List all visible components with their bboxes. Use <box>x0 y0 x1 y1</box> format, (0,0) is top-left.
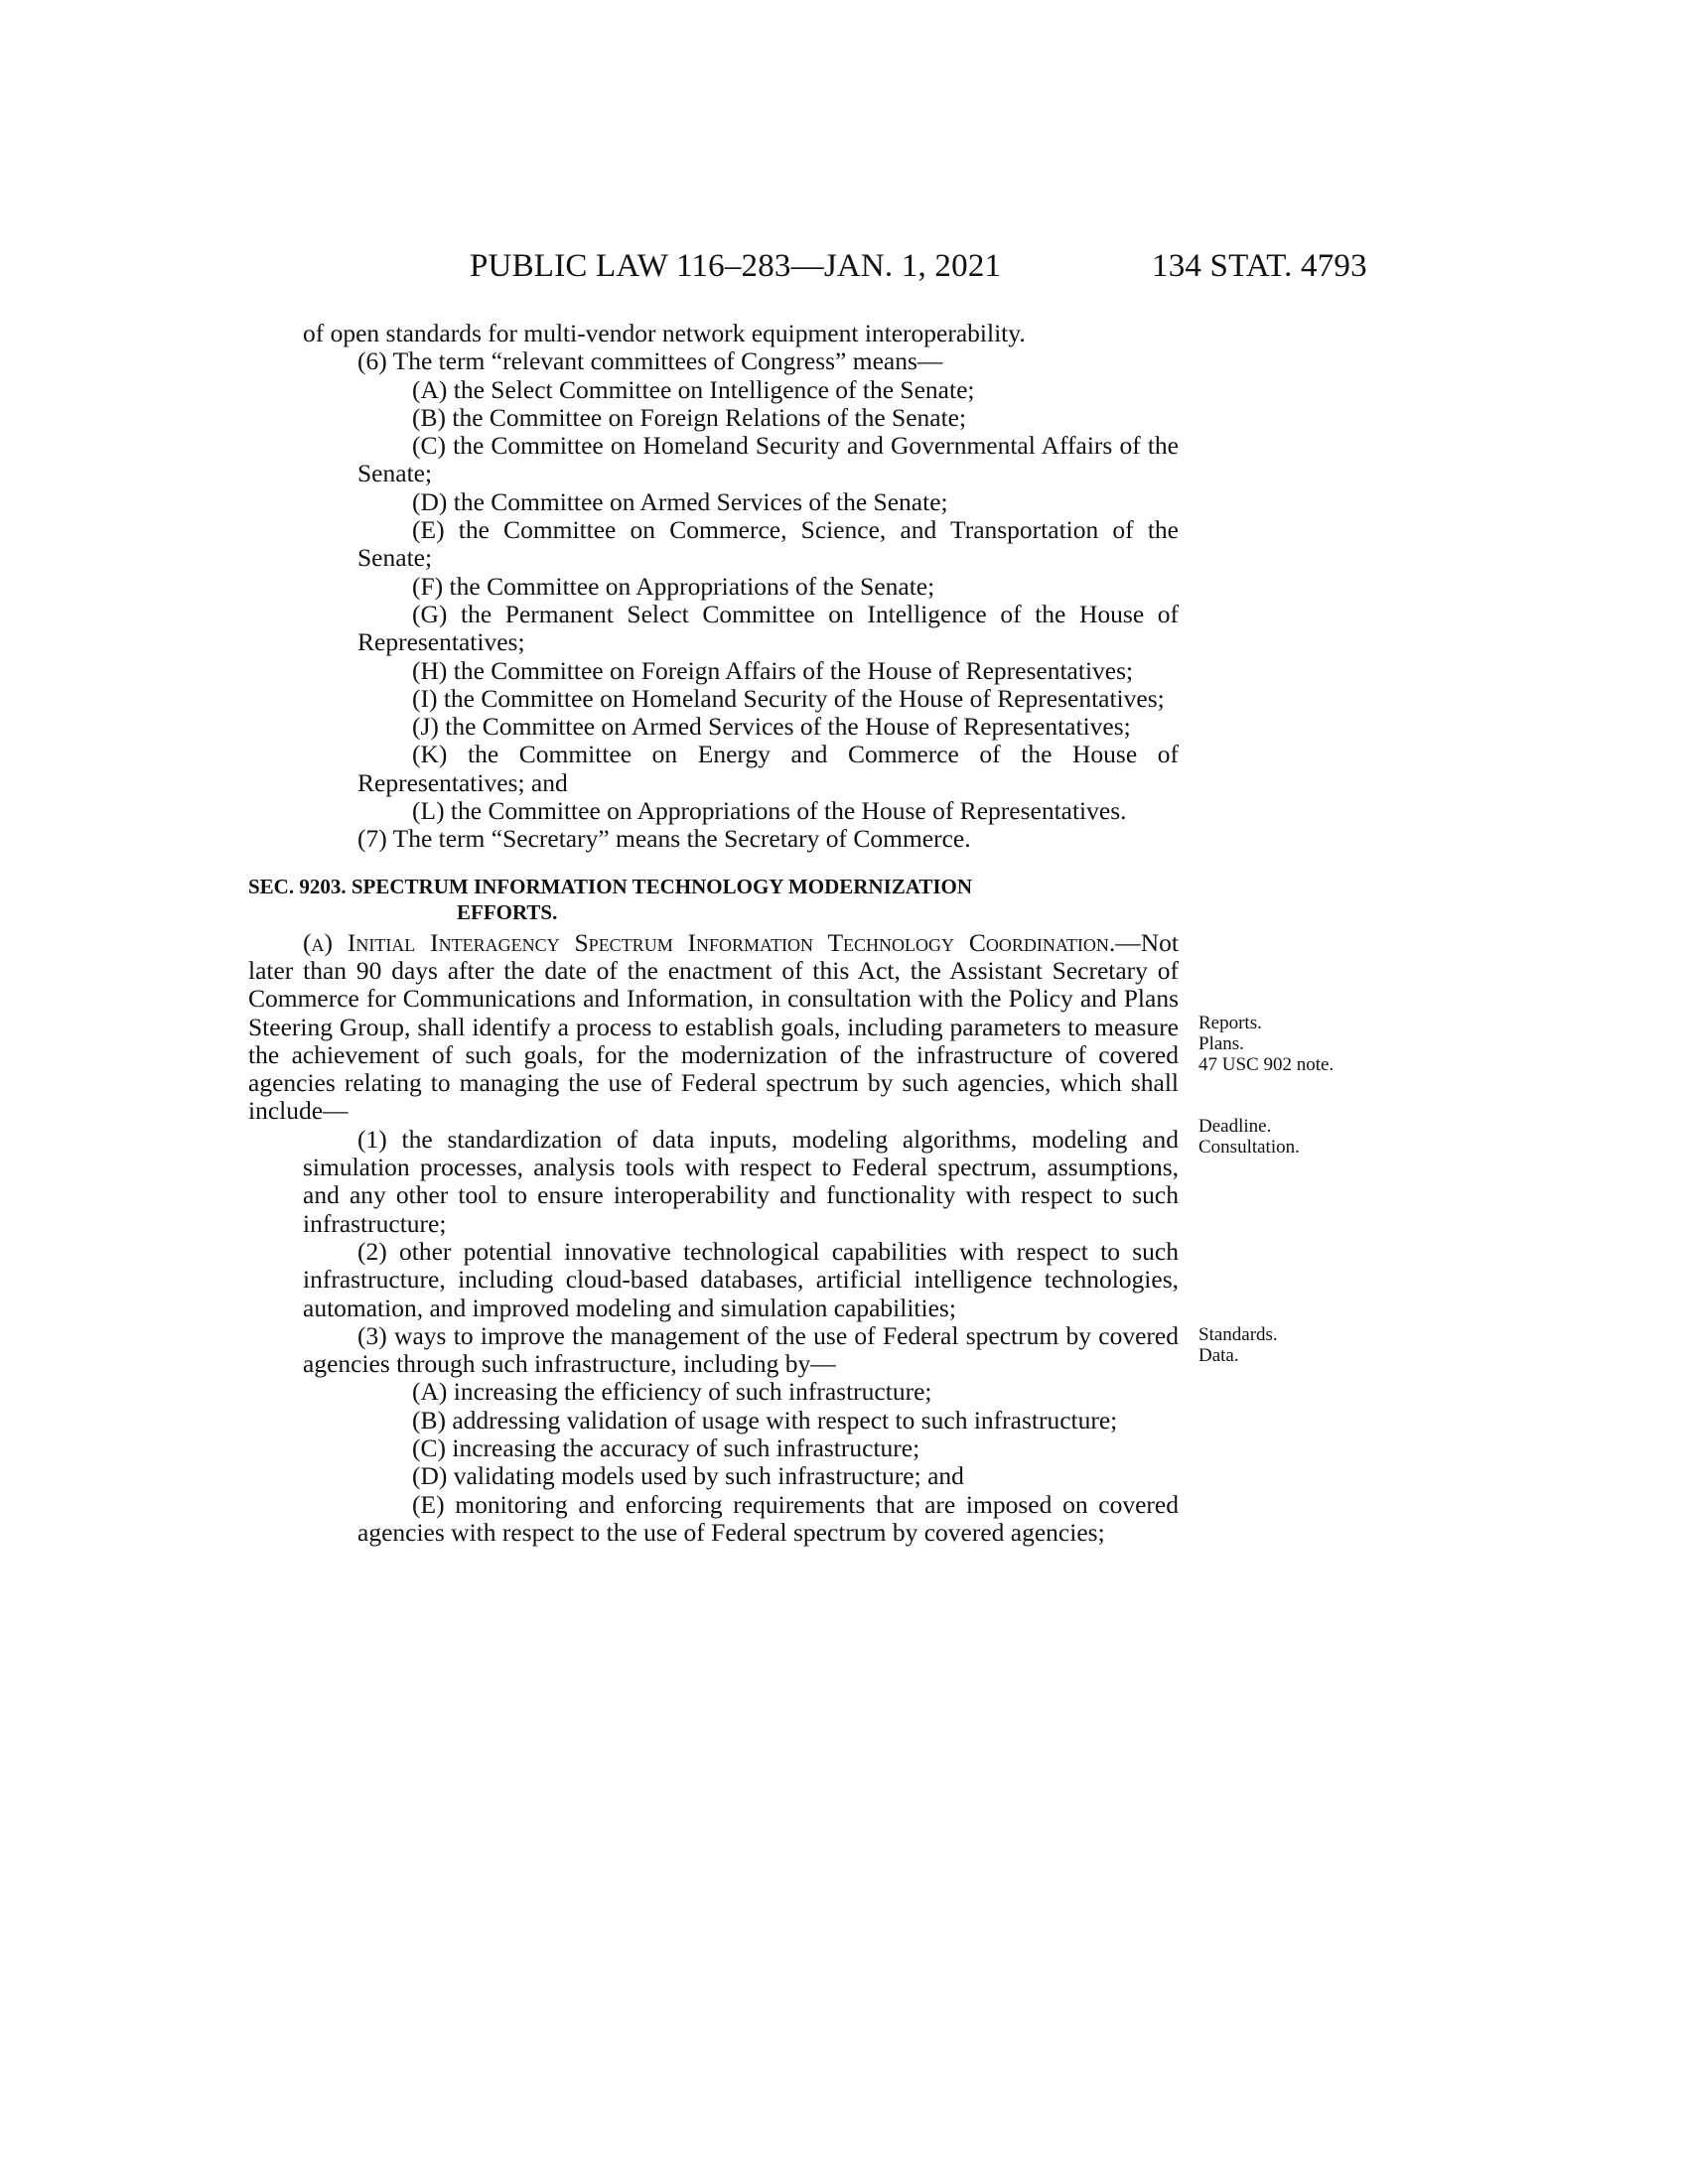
margin-note-reports <box>1198 1013 1397 1075</box>
section-heading-line-1: SEC. 9203. SPECTRUM INFORMATION TECHNOLOGY MODERNIZATION <box>248 874 973 898</box>
margin-note-text: Consultation. <box>1198 1137 1300 1158</box>
margin-note-text: Plans. <box>1198 1033 1244 1054</box>
item-3E: (E) monitoring and enforcing requirements that are imposed on covered agencies with respect to the use of Federal spectrum by covered agencies; <box>357 1489 1179 1547</box>
public-law-title: PUBLIC LAW 116–283—JAN. 1, 2021 <box>470 248 1002 284</box>
item-I: (I) the Committee on Homeland Security of the House of Representatives; <box>412 683 1165 713</box>
statute-page-number: 134 STAT. 4793 <box>1152 248 1367 284</box>
margin-note-text: Reports. <box>1198 1013 1262 1033</box>
section-heading-line-2: EFFORTS. <box>457 899 558 924</box>
item-H: (H) the Committee on Foreign Affairs of the House of Representatives; <box>412 655 1134 685</box>
margin-note-text: Deadline. <box>1198 1116 1272 1137</box>
subsection-a-heading: (a) Initial Interagency Spectrum Information Technology Coordination. <box>303 927 1116 957</box>
margin-note-deadline <box>1198 1116 1397 1158</box>
paragraph-3: (3) ways to improve the management of the use of Federal spectrum by covered agencies through such infrastructure, including by— <box>303 1320 1179 1379</box>
item-B: (B) the Committee on Foreign Relations of the Senate; <box>412 402 967 432</box>
body-text <box>248 319 1179 1547</box>
paragraph-continuation: of open standards for multi-vendor network equipment interoperability. <box>303 319 1026 347</box>
item-A: (A) the Select Committee on Intelligence of the Senate; <box>412 374 975 404</box>
paragraph-2: (2) other potential innovative technological capabilities with respect to such infrastructure, including cloud-based databases, artificial intelligence technologies, automation, and improved modeling and simulation capabilities; <box>303 1236 1179 1322</box>
item-E: (E) the Committee on Commerce, Science, and Transportation of the Senate; <box>357 515 1179 573</box>
item-3C: (C) increasing the accuracy of such infrastructure; <box>412 1433 920 1462</box>
paragraph-7: (7) The term “Secretary” means the Secretary of Commerce. <box>357 824 971 854</box>
item-C: (C) the Committee on Homeland Security and Governmental Affairs of the Senate; <box>357 431 1179 488</box>
item-3D: (D) validating models used by such infrastructure; and <box>412 1461 964 1491</box>
running-header <box>0 248 1688 288</box>
subsection-a-text: —Not later than 90 days after the date of the enactment of this Act, the Assistant Secretary of Commerce for Communications and Information, in consultation with the Policy and Plans Steering Group, shall identify a process to establish goals, including parameters to measure the achievement of such goals, for the modernization of the infrastructure of covered agencies relating to managing the use of Federal spectrum by such agencies, which shall include— <box>248 927 1179 1126</box>
margin-note-text: Standards. <box>1198 1324 1278 1345</box>
item-F: (F) the Committee on Appropriations of the Senate; <box>412 571 935 601</box>
item-K: (K) the Committee on Energy and Commerce of the House of Representatives; and <box>357 740 1179 797</box>
item-J: (J) the Committee on Armed Services of the House of Representatives; <box>412 712 1131 742</box>
item-3B: (B) addressing validation of usage with respect to such infrastructure; <box>412 1405 1118 1434</box>
paragraph-6: (6) The term “relevant committees of Congress” means— <box>357 346 943 376</box>
paragraph-1: (1) the standardization of data inputs, modeling algorithms, modeling and simulation processes, analysis tools with respect to Federal spectrum, assumptions, and any other tool to ensure interoperability and functionality with respect to such infrastructure; <box>303 1124 1179 1238</box>
item-L: (L) the Committee on Appropriations of the House of Representatives. <box>412 796 1127 826</box>
item-G: (G) the Permanent Select Committee on Intelligence of the House of Representatives; <box>357 599 1179 657</box>
item-D: (D) the Committee on Armed Services of the Senate; <box>412 486 948 516</box>
item-3A: (A) increasing the efficiency of such infrastructure; <box>412 1377 932 1407</box>
section-heading <box>248 874 1179 925</box>
margin-note-text: 47 USC 902 note. <box>1198 1054 1335 1075</box>
subsection-a <box>248 929 1179 1126</box>
margin-note-text: Data. <box>1198 1345 1239 1366</box>
margin-note-standards <box>1198 1324 1397 1366</box>
